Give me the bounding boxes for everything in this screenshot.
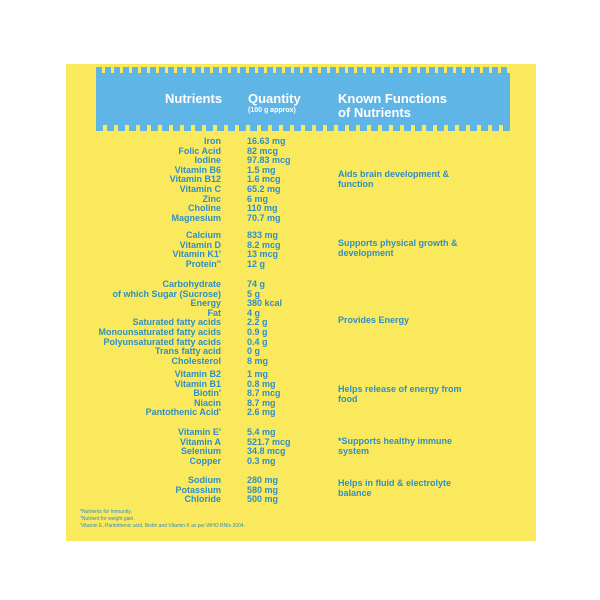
nutrient-name: Sodium [188, 475, 221, 485]
nutrient-name: Carbohydrate [162, 279, 221, 289]
nutrient-quantity: 833 mg [247, 230, 279, 240]
nutrient-function: Aids brain development & function [338, 169, 450, 189]
nutrient-quantity: 12 g [247, 258, 266, 269]
nutrient-name: Vitamin E' [178, 427, 221, 437]
nutrient-quantity: 6 mg [247, 193, 269, 204]
nutrient-name: Fat [207, 307, 221, 318]
nutrient-name: Vitamin K1' [172, 249, 221, 260]
nutrient-quantity: 521.7 mcg [247, 436, 291, 447]
nutrient-quantity: 110 mg [247, 203, 278, 214]
nutrient-name: Protein'' [185, 258, 221, 269]
nutrient-function: Helps release of energy from food [338, 384, 462, 404]
nutrient-name: Potassium [175, 484, 221, 495]
nutrient-name: Magnesium [171, 212, 221, 223]
nutrient-name: Calcium [185, 230, 221, 240]
nutrient-function: Supports physical growth & development [338, 238, 458, 258]
nutrient-name: Copper [189, 455, 221, 466]
nutrient-quantity: 0.4 g [247, 336, 268, 347]
nutrient-name: Saturated fatty acids [132, 317, 221, 328]
nutrient-name: Polyunsaturated fatty acids [103, 336, 221, 347]
nutrient-name: Pantothenic Acid' [145, 407, 221, 418]
nutrient-name: Energy [190, 298, 221, 309]
nutrient-quantity: 82 mcg [247, 145, 279, 156]
nutrient-quantity: 580 mg [247, 484, 279, 495]
nutrient-name: Selenium [180, 446, 221, 457]
nutrient-quantity: 500 mg [247, 494, 279, 505]
footnote-immunity: *Nutrients for Immunity. [80, 509, 132, 515]
nutrient-name: Vitamin B6 [174, 164, 221, 175]
nutrient-name: Chloride [184, 494, 221, 505]
nutrient-name: Vitamin A [179, 436, 221, 447]
footnote-who-rnis: 'Vitamin E, Pantothenic acid, Biotin and Vitamin K as per WHO RNIs 2004. [80, 523, 246, 529]
nutrient-name: Vitamin B2 [174, 369, 221, 379]
nutrient-name: Cholesterol [171, 355, 221, 366]
nutrient-quantity: 1.6 mcg [247, 174, 281, 185]
nutrient-quantity: 8.7 mcg [247, 388, 281, 399]
nutrient-name: Zinc [202, 193, 221, 204]
nutrient-name: Niacin [193, 397, 221, 408]
nutrient-quantity: 65.2 mg [247, 184, 281, 194]
header-quantity [248, 92, 301, 115]
nutrient-quantity: 74 g [247, 279, 266, 289]
nutrient-quantity: 97.83 mcg [247, 155, 291, 166]
footnote-weight-gain: ''Nutrient for weight gain. [80, 516, 135, 522]
nutrient-quantity: 380 kcal [247, 298, 283, 309]
nutrient-quantity: 8.2 mcg [247, 239, 281, 250]
nutrient-quantity: 8 mg [247, 355, 269, 366]
nutrient-quantity: 34.8 mcg [247, 446, 286, 457]
nutrient-name: Biotin' [193, 388, 221, 399]
nutrient-name: Vitamin C [179, 184, 221, 194]
nutrient-quantity: 0.8 mg [247, 378, 276, 389]
nutrient-name: Vitamin B1 [174, 378, 221, 389]
nutrient-quantity: 4 g [247, 307, 261, 318]
nutrient-quantity: 0 g [247, 346, 261, 357]
nutrient-quantity: 0.3 mg [247, 455, 276, 466]
nutrient-quantity: 1 mg [247, 369, 269, 379]
nutrient-quantity: 70.7 mg [247, 212, 281, 223]
nutrient-function: Helps in fluid & electrolyte balance [338, 478, 452, 498]
nutrient-quantity: 5.4 mg [247, 427, 276, 437]
nutrient-function: *Supports healthy immune system [338, 436, 453, 456]
nutrient-quantity: 8.7 mg [247, 397, 276, 408]
nutrient-quantity: 16.63 mg [247, 136, 286, 146]
nutrient-name: of which Sugar (Sucrose) [112, 288, 221, 299]
nutrient-name: Monounsaturated fatty acids [98, 327, 221, 337]
nutrient-quantity: 0.9 g [247, 327, 268, 337]
nutrient-quantity: 5 g [247, 288, 261, 299]
header-functions: Known Functions of Nutrients [338, 91, 448, 120]
nutrient-name: Iodine [194, 155, 221, 166]
nutrient-quantity: 2.6 mg [247, 407, 276, 418]
nutrient-name: Folic Acid [178, 145, 221, 156]
nutrient-name: Iron [204, 136, 221, 146]
nutrient-quantity: 280 mg [247, 475, 279, 485]
nutrient-name: Vitamin D [179, 239, 221, 250]
nutrient-quantity: 1.5 mg [247, 164, 276, 175]
nutrient-name: Choline [188, 203, 221, 214]
header-quantity-sub: (100 g approx) [248, 107, 296, 114]
nutrient-name: Trans fatty acid [154, 346, 221, 357]
header-quantity-label: Quantity [248, 91, 301, 106]
nutrient-function: Provides Energy [338, 315, 410, 325]
header-nutrients: Nutrients [165, 91, 223, 106]
nutrient-quantity: 13 mcg [247, 249, 279, 260]
nutrient-quantity: 2.2 g [247, 317, 268, 328]
nutrient-name: Vitamin B12 [169, 174, 221, 185]
